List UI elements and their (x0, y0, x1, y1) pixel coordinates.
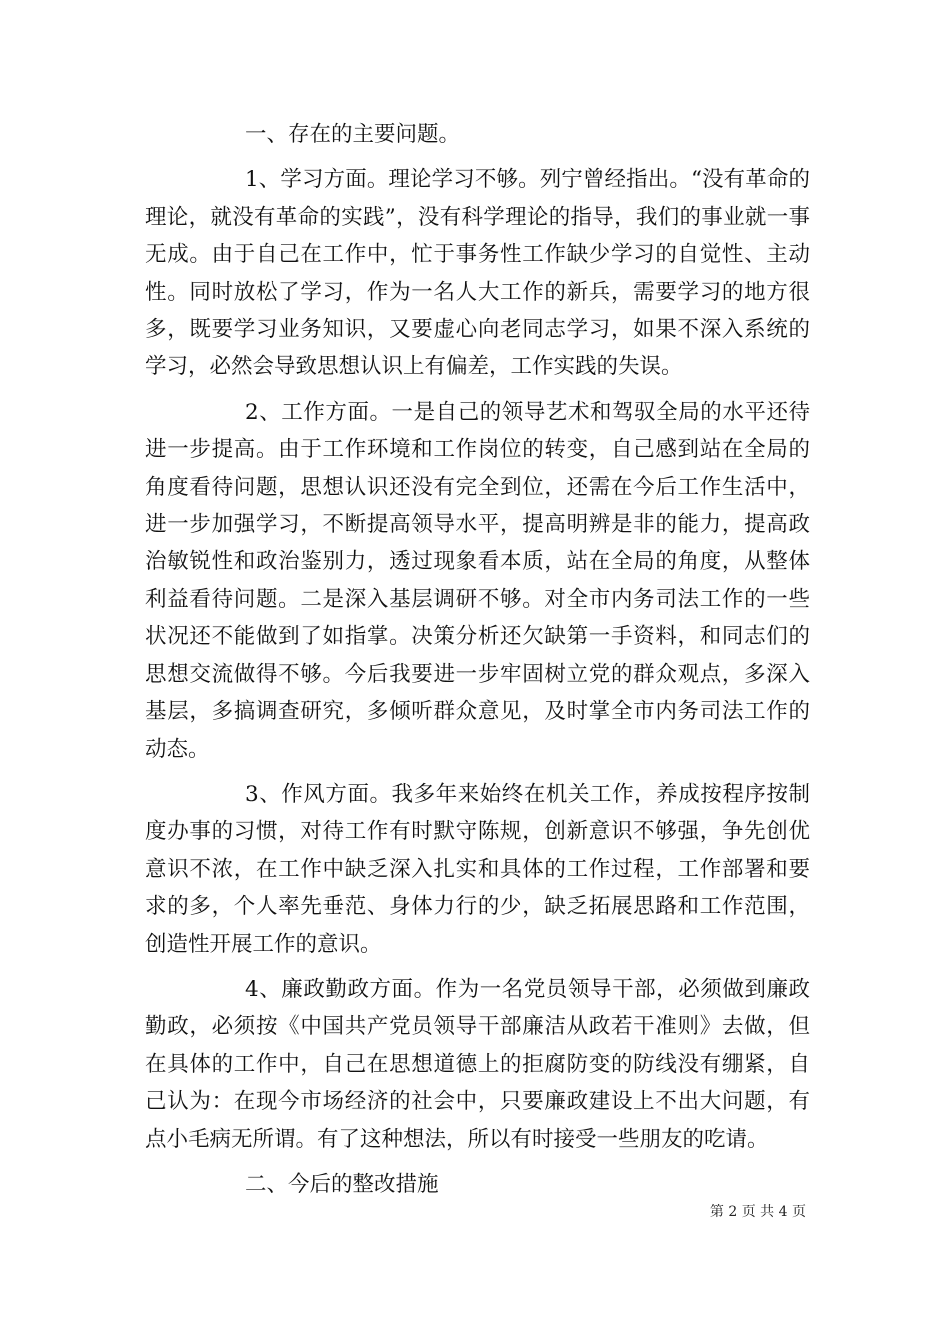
paragraph-integrity: 4、廉政勤政方面。作为一名党员领导干部，必须做到廉政勤政，必须按《中国共产党员领导干部廉洁从政若干准则》去做，但在具体的工作中，自己在思想道德上的拒腐防变的防线没有绷紧，自己认为：在现今市场经济的社会中，只要廉政建设上不出大问题，有点小毛病无所谓。有了这种想法，所以有时接受一些朋友的吃请。 (145, 976, 810, 1152)
page-number-footer: 第 2 页 共 4 页 (709, 1204, 806, 1220)
paragraph-style: 3、作风方面。我多年来始终在机关工作，养成按程序按制度办事的习惯，对待工作有时默守陈规，创新意识不够强，争先创优意识不浓，在工作中缺乏深入扎实和具体的工作过程，工作部署和要求的多，个人率先垂范、身体力行的少，缺乏拓展思路和工作范围，创造性开展工作的意识。 (145, 781, 810, 957)
document-body (145, 116, 810, 1211)
section-heading-measures: 二、今后的整改措施 (245, 1171, 439, 1197)
paragraph-study: 1、学习方面。理论学习不够。列宁曾经指出。“没有革命的理论，就没有革命的实践”，没有科学理论的指导，我们的事业就一事无成。由于自己在工作中，忙于事务性工作缺少学习的自觉性、主动性。同时放松了学习，作为一名人大工作的新兵，需要学习的地方很多，既要学习业务知识，又要虚心向老同志学习，如果不深入系统的学习，必然会导致思想认识上有偏差，工作实践的失误。 (145, 167, 810, 380)
paragraph-work: 2、工作方面。一是自己的领导艺术和驾驭全局的水平还待进一步提高。由于工作环境和工作岗位的转变，自己感到站在全局的角度看待问题，思想认识还没有完全到位，还需在今后工作生活中，进一步加强学习，不断提高领导水平，提高明辨是非的能力，提高政治敏锐性和政治鉴别力，透过现象看本质，站在全局的角度，从整体利益看待问题。二是深入基层调研不够。对全市内务司法工作的一些状况还不能做到了如指掌。决策分析还欠缺第一手资料，和同志们的思想交流做得不够。今后我要进一步牢固树立党的群众观点，多深入基层，多搞调查研究，多倾听群众意见，及时掌全市内务司法工作的动态。 (145, 399, 810, 762)
section-heading-problems: 一、存在的主要问题。 (245, 122, 461, 147)
